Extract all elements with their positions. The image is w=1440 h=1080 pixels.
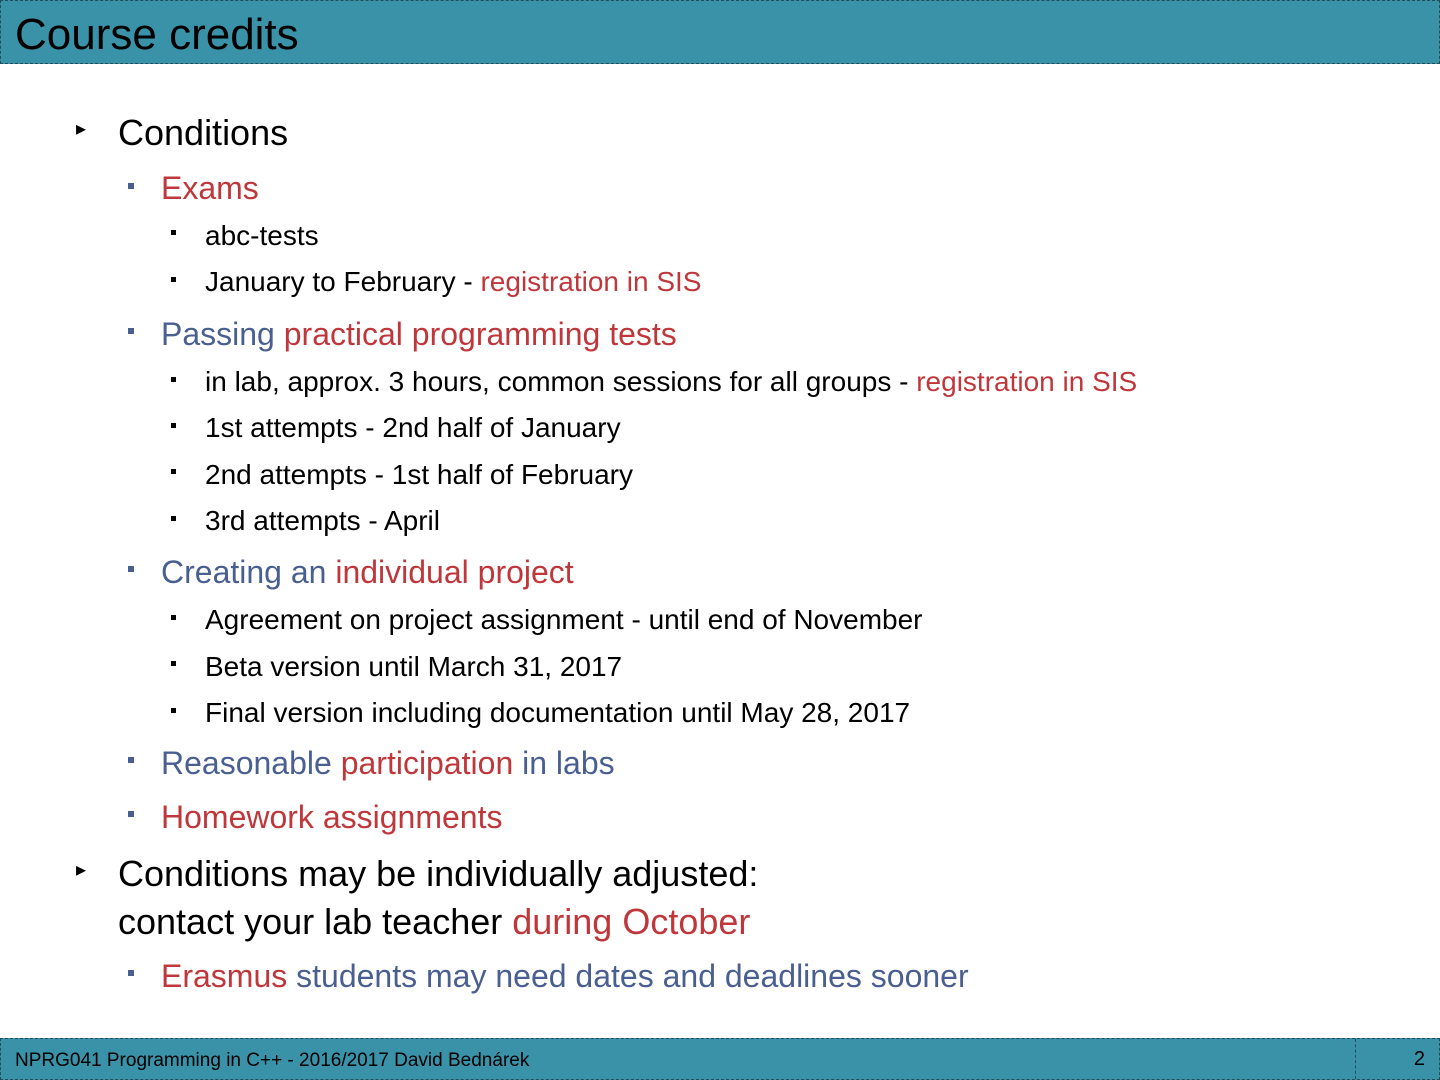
- bullet-jan-feb: [205, 266, 701, 298]
- bullet-text: contact your lab teacher: [118, 901, 503, 942]
- separator: -: [891, 366, 917, 397]
- bullet-adjusted-line1: [118, 854, 758, 894]
- bullet-adjusted-line2: [118, 902, 750, 942]
- bullet-when: 2nd half of January: [382, 412, 621, 443]
- footer-course-label: NPRG041 Programming in C++ - 2016/2017 David Bednárek: [15, 1050, 530, 1071]
- bullet-exams: [161, 170, 259, 206]
- bullet-participation: [161, 745, 615, 781]
- bullet-text: Conditions may be individually adjusted:: [118, 853, 759, 894]
- small-square-bullet-icon: [171, 469, 176, 474]
- bullet-homework: [161, 799, 502, 835]
- triangle-right-icon: ▸: [76, 859, 87, 881]
- highlight-text: during October: [512, 901, 751, 942]
- square-bullet-icon: [128, 183, 134, 189]
- small-square-bullet-icon: [171, 377, 176, 382]
- bullet-text: students may need dates and deadlines sooner: [296, 958, 969, 994]
- bullet-second-attempts: [205, 459, 633, 491]
- small-square-bullet-icon: [171, 516, 176, 521]
- highlight-text: individual project: [335, 554, 574, 590]
- registration-note: registration in SIS: [916, 366, 1138, 397]
- square-bullet-icon: [128, 811, 134, 817]
- bullet-final-version: [205, 697, 910, 729]
- small-square-bullet-icon: [171, 708, 176, 713]
- small-square-bullet-icon: [171, 277, 176, 282]
- bullet-passing: [161, 316, 677, 352]
- bullet-in-lab: [205, 366, 1137, 398]
- registration-note: registration in SIS: [480, 266, 702, 297]
- slide-title: Course credits: [15, 10, 299, 59]
- separator: -: [360, 505, 384, 536]
- separator: -: [455, 266, 481, 297]
- bullet-text: Final version including documentation until May 28, 2017: [205, 697, 911, 728]
- bullet-text: abc-tests: [205, 220, 319, 251]
- bullet-text: Agreement on project assignment: [205, 604, 632, 635]
- square-bullet-icon: [128, 757, 134, 763]
- bullet-text-tail: in labs: [522, 745, 615, 781]
- bullet-text: Beta version until March 31, 2017: [205, 651, 623, 682]
- bullet-abc-tests: [205, 220, 319, 252]
- highlight-text: practical programming tests: [283, 316, 677, 352]
- footer-divider: [1355, 1039, 1356, 1079]
- separator: -: [366, 459, 392, 490]
- bullet-first-attempts: [205, 412, 621, 444]
- bullet-text: Creating an: [161, 554, 327, 590]
- bullet-text: Passing: [161, 316, 275, 352]
- highlight-text: Erasmus: [161, 958, 288, 994]
- bullet-agreement: [205, 604, 923, 636]
- bullet-creating-project: [161, 554, 574, 590]
- bullet-text: in lab, approx. 3 hours, common sessions for all groups: [205, 366, 892, 397]
- bullet-text: 3rd attempts: [205, 505, 361, 536]
- bullet-text: 2nd attempts: [205, 459, 367, 490]
- bullet-beta-version: [205, 651, 622, 683]
- slide-footer: [0, 1038, 1440, 1080]
- small-square-bullet-icon: [171, 230, 176, 235]
- triangle-right-icon: ▸: [76, 118, 87, 140]
- square-bullet-icon: [128, 566, 134, 572]
- square-bullet-icon: [128, 328, 134, 334]
- square-bullet-icon: [128, 970, 134, 976]
- small-square-bullet-icon: [171, 423, 176, 428]
- small-square-bullet-icon: [171, 661, 176, 666]
- page-number: 2: [1413, 1048, 1425, 1070]
- bullet-text: Exams: [161, 170, 259, 206]
- bullet-conditions: [118, 113, 288, 153]
- small-square-bullet-icon: [171, 615, 176, 620]
- bullet-when: 1st half of February: [391, 459, 633, 490]
- bullet-when: April: [383, 505, 440, 536]
- bullet-text: Conditions: [118, 112, 289, 153]
- separator: -: [357, 412, 383, 443]
- bullet-when: until end of November: [648, 604, 923, 635]
- bullet-third-attempts: [205, 505, 440, 537]
- highlight-text: participation: [340, 745, 514, 781]
- separator: -: [631, 604, 649, 635]
- bullet-text: Reasonable: [161, 745, 332, 781]
- bullet-text: January to February: [205, 266, 456, 297]
- bullet-erasmus: [161, 958, 969, 994]
- bullet-text: Homework assignments: [161, 799, 503, 835]
- bullet-text: 1st attempts: [205, 412, 358, 443]
